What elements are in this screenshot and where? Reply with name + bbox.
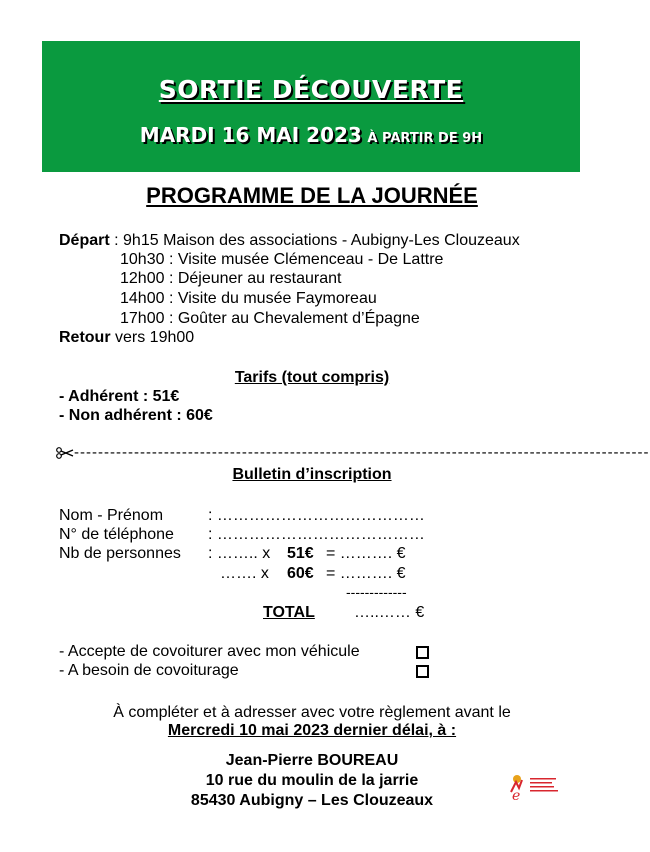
footer-deadline: Mercredi 10 mai 2023 dernier délai, à :: [167, 722, 457, 739]
field-value-phone[interactable]: : …………………………………: [208, 526, 425, 543]
association-logo-icon: [508, 770, 562, 804]
price-adherent: 51€: [287, 545, 314, 562]
programme-item: 12h00 : Déjeuner au restaurant: [120, 270, 342, 287]
programme-item: 17h00 : Goûter au Chevalement d’Épagne: [120, 310, 420, 327]
event-date: [42, 123, 580, 147]
retour-line: [59, 329, 194, 347]
cut-dashes: ------------------------------------------------------------------------------------------------: [74, 444, 650, 461]
depart-text: : 9h15 Maison des associations - Aubigny-Les Clouzeaux: [109, 232, 520, 249]
scissors-icon: [56, 446, 74, 460]
total-value[interactable]: …..…… €: [354, 604, 425, 621]
subtotal-2[interactable]: = ………. €: [326, 565, 406, 582]
retour-text: vers 19h00: [110, 329, 195, 346]
event-title: SORTIE DÉCOUVERTE: [158, 75, 464, 104]
address-city: 85430 Aubigny – Les Clouzeaux: [190, 792, 434, 809]
field-value-people-2[interactable]: ……. x: [220, 565, 269, 582]
depart-label: Départ: [59, 232, 110, 249]
price-non-adherent: 60€: [287, 565, 314, 582]
programme-item: 10h30 : Visite musée Clémenceau - De Lattre: [120, 251, 444, 268]
field-label-phone: N° de téléphone: [59, 526, 174, 543]
footer-intro: À compléter et à adresser avec votre règlement avant le: [113, 704, 511, 721]
tarif-non-adherent: - Non adhérent : 60€: [59, 407, 213, 424]
retour-label: Retour: [59, 329, 111, 346]
subtotal-1[interactable]: = ………. €: [326, 545, 406, 562]
sum-line: -------------: [346, 584, 407, 600]
field-value-people-1[interactable]: : …….. x: [208, 545, 271, 562]
programme-item: 14h00 : Visite du musée Faymoreau: [120, 290, 377, 307]
total-label: TOTAL: [263, 604, 315, 621]
header-banner: [42, 41, 580, 172]
address-street: 10 rue du moulin de la jarrie: [205, 772, 419, 789]
depart-line: [59, 232, 520, 250]
tarif-adherent: - Adhérent : 51€: [59, 388, 180, 405]
option-carpool-need: - A besoin de covoiturage: [59, 662, 239, 679]
field-value-name[interactable]: : …………………………………: [208, 507, 425, 524]
address-name: Jean-Pierre BOUREAU: [225, 752, 399, 769]
event-start-time: À PARTIR DE 9H: [367, 131, 483, 146]
tarifs-title: Tarifs (tout compris): [234, 369, 390, 386]
option-carpool-offer: - Accepte de covoiturer avec mon véhicule: [59, 643, 360, 660]
programme-title: PROGRAMME DE LA JOURNÉE: [146, 183, 478, 208]
bulletin-title: Bulletin d’inscription: [232, 466, 392, 483]
cut-line: [56, 444, 650, 461]
svg-text:e: e: [512, 788, 521, 804]
event-date-day: MARDI 16 MAI 2023: [139, 123, 362, 147]
field-label-people: Nb de personnes: [59, 545, 181, 562]
checkbox-carpool-offer[interactable]: [416, 646, 429, 659]
field-label-name: Nom - Prénom: [59, 507, 164, 524]
checkbox-carpool-need[interactable]: [416, 665, 429, 678]
